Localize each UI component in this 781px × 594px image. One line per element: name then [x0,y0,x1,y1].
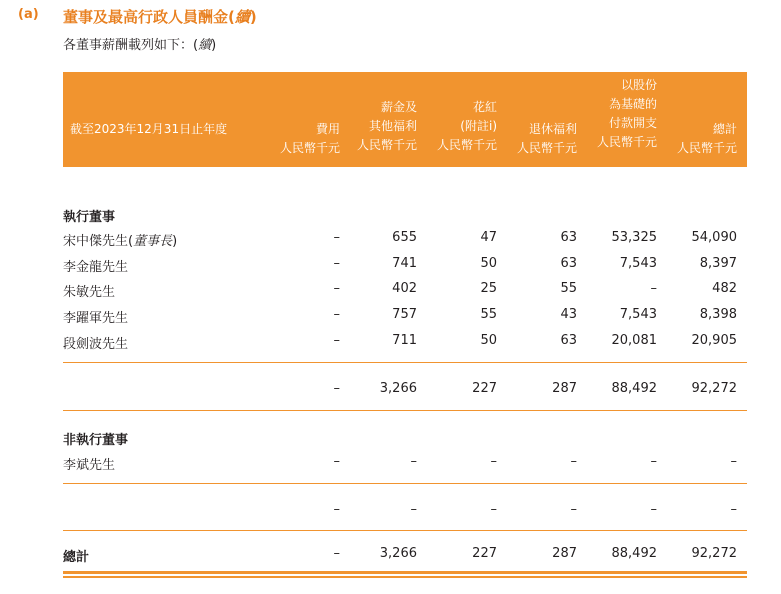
cell-salary: 741 [392,256,417,271]
cell-share-based: 53,325 [611,230,657,245]
cell-retirement: 63 [560,333,577,348]
header-total [677,120,737,158]
header-line: 人民幣千元 [356,138,417,152]
subtitle [63,34,216,53]
header-line: 花紅 [472,100,497,114]
cell-total: – [730,502,737,517]
header-salary [357,98,417,155]
cell-bonus: 50 [480,333,497,348]
cell-retirement: 55 [560,281,577,296]
director-name-text: 宋中傑先生 [63,234,129,249]
cell-salary: 402 [392,281,417,296]
director-name: 李金龍先生 [63,260,129,275]
cell-share-based: 20,081 [611,333,657,348]
paren-open: ( [128,234,134,249]
cell-retirement: 287 [552,546,577,561]
table-row [63,307,747,331]
cell-total: 92,272 [691,546,737,561]
cell-bonus: 25 [480,281,497,296]
table-header [63,72,747,167]
cell-salary: 655 [392,230,417,245]
header-bonus [437,98,497,155]
director-name: 李斌先生 [63,458,116,473]
cell-salary: – [410,502,417,517]
cell-fee: – [333,281,340,296]
total-double-rule-top [63,571,747,574]
cell-bonus: – [490,502,497,517]
header-share-based [597,76,657,152]
cell-salary: – [410,454,417,469]
divider [63,410,747,411]
table-row [63,281,747,305]
cell-share-based: 88,492 [611,546,657,561]
cell-fee: – [333,502,340,517]
cell-fee: – [333,454,340,469]
total-label: 總計 [63,550,90,565]
divider [63,530,747,531]
header-line: 人民幣千元 [516,141,577,155]
director-role: 董事長 [133,234,173,249]
cell-retirement: 43 [560,307,577,322]
header-line: 退休福利 [528,122,577,136]
group-title-non-executive: 非執行董事 [63,433,129,448]
cell-retirement: 287 [552,381,577,396]
cell-total: 482 [712,281,737,296]
table-row [63,454,747,478]
cell-fee: – [333,230,340,245]
cell-salary: 711 [392,333,417,348]
section-title-italic: 續 [234,8,250,26]
header-line: 人民幣千元 [596,135,657,149]
cell-fee: – [333,333,340,348]
paren-close: ) [172,234,178,249]
cell-bonus: 50 [480,256,497,271]
cell-retirement: 63 [560,256,577,271]
cell-total: 92,272 [691,381,737,396]
cell-total: – [730,454,737,469]
cell-bonus: 47 [480,230,497,245]
director-name: 朱敏先生 [63,285,116,300]
table-row [63,333,747,357]
header-line: 人民幣千元 [279,141,340,155]
period-label: 截至2023年12月31日止年度 [70,122,228,136]
cell-total: 20,905 [691,333,737,348]
cell-salary: 3,266 [379,381,417,396]
subtotal-row [63,381,747,405]
director-name: 李躍軍先生 [63,311,129,326]
section-label: (a) [18,7,39,22]
cell-salary: 3,266 [379,546,417,561]
cell-share-based: – [650,281,657,296]
cell-bonus: 227 [472,546,497,561]
section-title-text: 董事及最高行政人員酬金( [63,8,235,26]
subtitle-italic: 續 [198,38,212,53]
header-fee [280,120,340,158]
header-line: 費用 [315,122,340,136]
cell-retirement: 63 [560,230,577,245]
header-retirement [517,120,577,158]
header-line: (附註i) [460,119,497,133]
table-row [63,256,747,280]
cell-total: 8,398 [699,307,737,322]
cell-fee: – [333,381,340,396]
header-line: 薪金及 [380,100,417,114]
subtitle-close: ) [211,38,217,53]
cell-retirement: – [570,454,577,469]
cell-total: 8,397 [699,256,737,271]
cell-share-based: 7,543 [619,307,657,322]
cell-share-based: – [650,502,657,517]
header-line: 其他福利 [368,119,417,133]
header-line: 人民幣千元 [436,138,497,152]
subtotal-row [63,502,747,526]
cell-salary: 757 [392,307,417,322]
cell-share-based: 7,543 [619,256,657,271]
header-line: 以股份 [620,78,657,92]
header-line: 總計 [712,122,737,136]
cell-bonus: – [490,454,497,469]
cell-share-based: – [650,454,657,469]
cell-share-based: 88,492 [611,381,657,396]
header-line: 人民幣千元 [676,141,737,155]
cell-fee: – [333,307,340,322]
cell-fee: – [333,546,340,561]
header-line: 付款開支 [608,116,657,130]
section-title-close: ) [249,8,257,26]
cell-bonus: 55 [480,307,497,322]
cell-total: 54,090 [691,230,737,245]
director-name [63,230,177,249]
total-row [63,546,747,570]
divider [63,483,747,484]
group-title-executive: 執行董事 [63,210,116,225]
table-row [63,230,747,254]
cell-bonus: 227 [472,381,497,396]
divider [63,362,747,363]
director-name: 段劍波先生 [63,337,129,352]
cell-fee: – [333,256,340,271]
cell-retirement: – [570,502,577,517]
section-title [63,6,257,27]
subtitle-text: 各董事薪酬載列如下：( [63,38,199,53]
header-line: 為基礎的 [608,97,657,111]
total-double-rule-bottom [63,576,747,578]
